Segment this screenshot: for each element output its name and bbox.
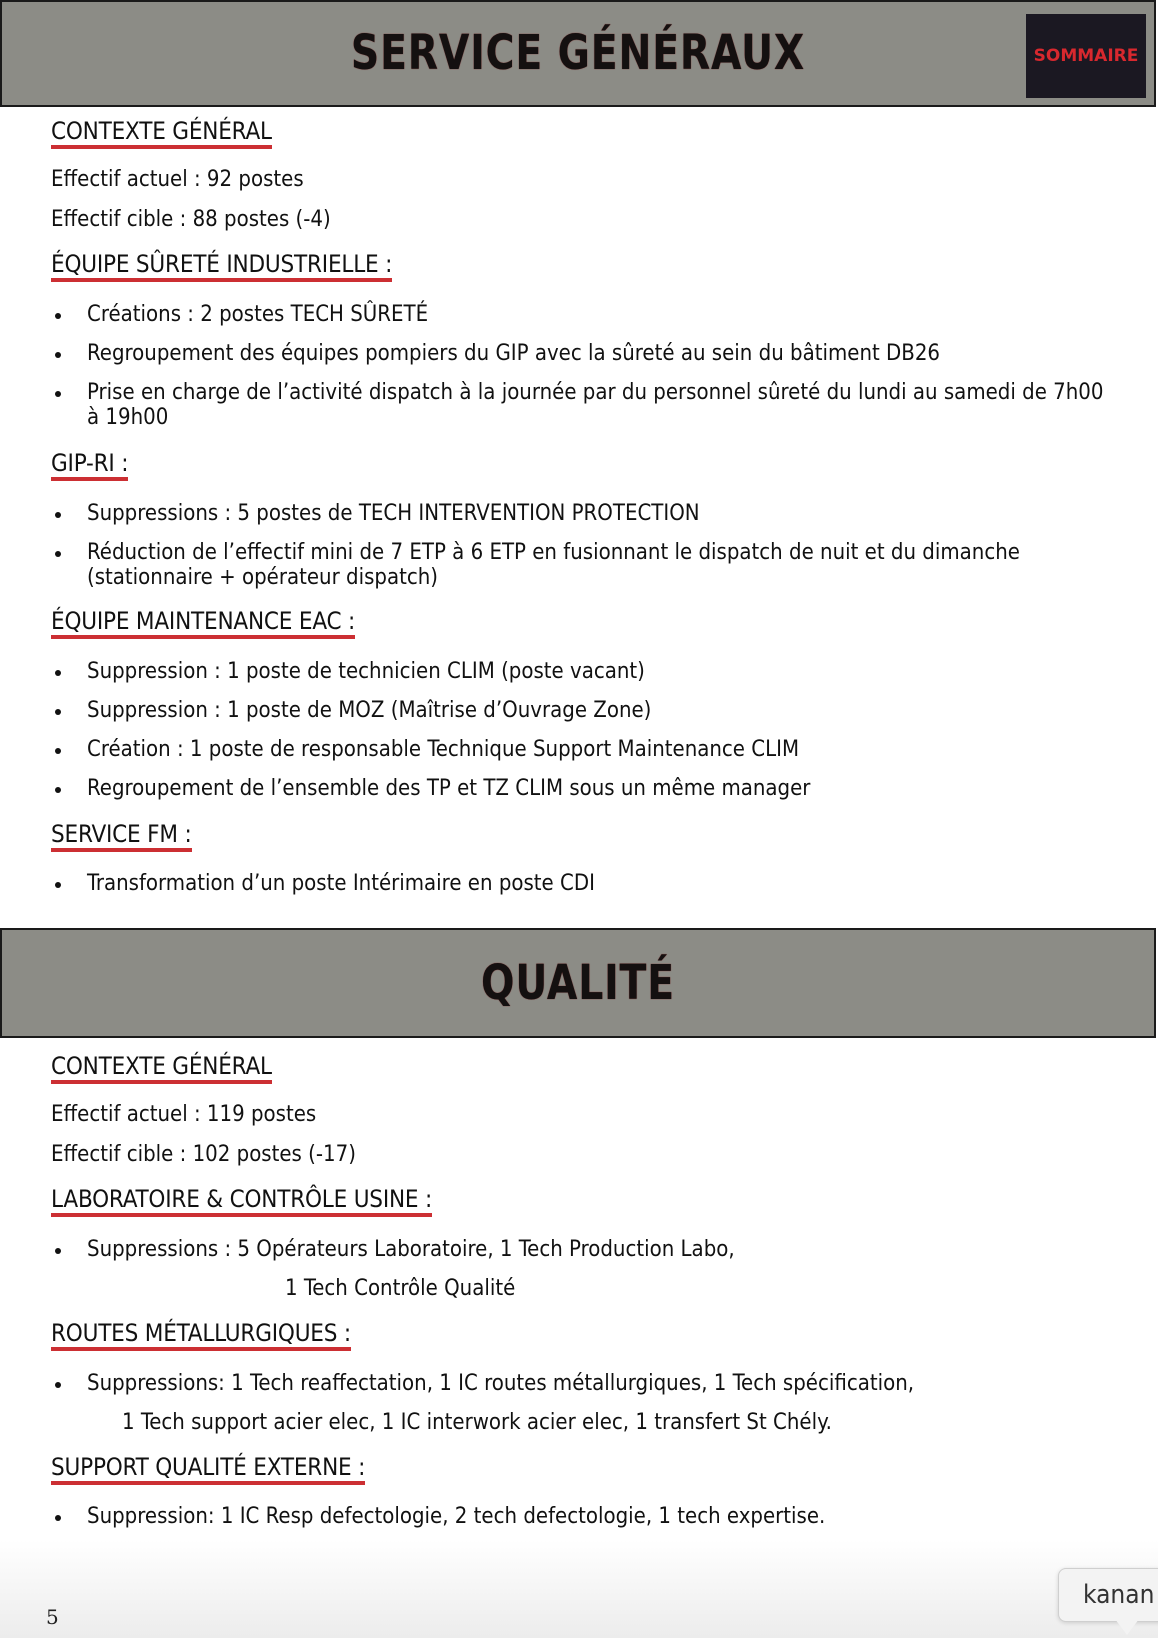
list-item: Suppression : 1 poste de technicien CLIM (poste vacant) — [51, 659, 1117, 684]
tooltip-tail — [1115, 1619, 1139, 1635]
heading-maintenance-eac: ÉQUIPE MAINTENANCE EAC : — [51, 607, 355, 639]
page-number: 5 — [46, 1605, 59, 1629]
heading-surete-industrielle: ÉQUIPE SÛRETÉ INDUSTRIELLE : — [51, 250, 392, 282]
list-item: Transformation d’un poste Intérimaire en poste CDI — [51, 871, 1117, 896]
list-item: Réduction de l’effectif mini de 7 ETP à 6 ETP en fusionnant le dispatch de nuit et du dimanche (stationnaire + opérateur dispatch) — [51, 540, 1117, 590]
section-title: QUALITÉ — [481, 955, 675, 1011]
list-item: Regroupement des équipes pompiers du GIP avec la sûreté au sein du bâtiment DB26 — [51, 341, 1117, 366]
effectif-cible: Effectif cible : 102 postes (-17) — [51, 1142, 356, 1167]
effectif-cible: Effectif cible : 88 postes (-4) — [51, 207, 331, 232]
tooltip-bubble: kanan — [1058, 1568, 1158, 1622]
section-title: SERVICE GÉNÉRAUX — [350, 25, 806, 81]
list-item-continuation: 1 Tech Contrôle Qualité — [285, 1276, 516, 1301]
effectif-actuel: Effectif actuel : 119 postes — [51, 1102, 317, 1127]
list-item: Création : 1 poste de responsable Technique Support Maintenance CLIM — [51, 737, 1117, 762]
list-item: Prise en charge de l’activité dispatch à la journée par du personnel sûreté du lundi au samedi de 7h00 à 19h00 — [51, 380, 1117, 430]
list-item: Suppression: 1 IC Resp defectologie, 2 tech defectologie, 1 tech expertise. — [51, 1504, 1117, 1529]
list-item: Suppressions : 5 postes de TECH INTERVENTION PROTECTION — [51, 501, 1117, 526]
page-footer — [0, 1540, 1158, 1638]
section-header-services-generaux — [0, 0, 1156, 107]
heading-contexte-general: CONTEXTE GÉNÉRAL — [51, 117, 272, 149]
section-header-qualite — [0, 928, 1156, 1038]
heading-laboratoire-controle-usine: LABORATOIRE & CONTRÔLE USINE : — [51, 1185, 432, 1217]
heading-routes-metallurgiques: ROUTES MÉTALLURGIQUES : — [51, 1319, 351, 1351]
sommaire-button[interactable]: SOMMAIRE — [1026, 14, 1146, 98]
heading-service-fm: SERVICE FM : — [51, 820, 192, 852]
list-item: Regroupement de l’ensemble des TP et TZ CLIM sous un même manager — [51, 776, 1117, 801]
heading-support-qualite-externe: SUPPORT QUALITÉ EXTERNE : — [51, 1453, 365, 1485]
list-item: Créations : 2 postes TECH SÛRETÉ — [51, 302, 1117, 327]
effectif-actuel: Effectif actuel : 92 postes — [51, 167, 304, 192]
list-item: Suppressions: 1 Tech reaffectation, 1 IC routes métallurgiques, 1 Tech spécification, — [51, 1371, 1157, 1396]
heading-gip-ri: GIP-RI : — [51, 449, 128, 481]
list-item: Suppressions : 5 Opérateurs Laboratoire, 1 Tech Production Labo, — [51, 1237, 1117, 1262]
list-item-continuation: 1 Tech support acier elec, 1 IC interwork acier elec, 1 transfert St Chély. — [122, 1410, 832, 1435]
heading-contexte-general: CONTEXTE GÉNÉRAL — [51, 1052, 272, 1084]
list-item: Suppression : 1 poste de MOZ (Maîtrise d’Ouvrage Zone) — [51, 698, 1117, 723]
